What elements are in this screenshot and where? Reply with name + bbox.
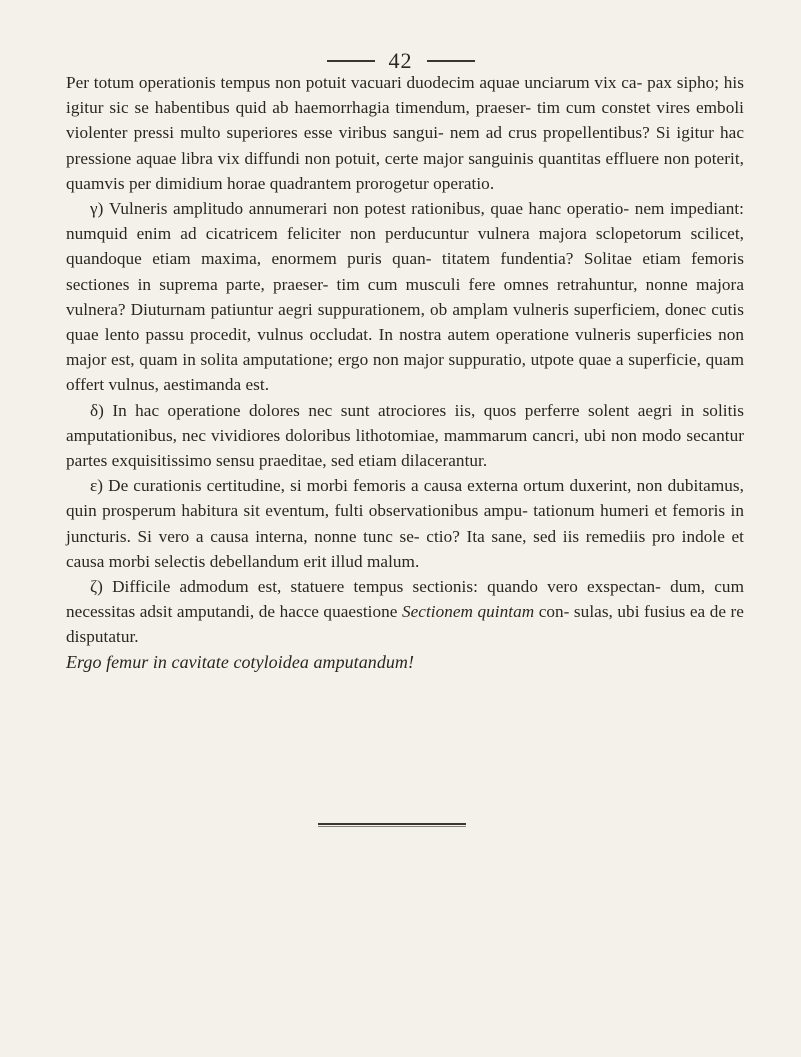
- paragraph-delta-text: In hac operatione dolores nec sunt atrociores iis, quos perferre solent aegri in solitis amputationibus, nec vividiores doloribus lithotomiae, mammarum cancri, ubi non modo secantur partes exquisitissimo sensu praeditae, sed etiam dilacerantur.: [66, 400, 744, 471]
- paragraph-intro-text: Per totum operationis tempus non potuit vacuari duodecim aquae unciarum vix ca- pax sipho; his igitur sic se habentibus quid ab haemorrhagia timendum, praeser- tim cum constet vires emboli violenter pressi multo superiores esse viribus sangui- nem ad crus propellentibus? Si igitur hac pressione aquae libra vix diffundi non potuit, certe major sanguinis quantitas effluere non poterit, quamvis per dimidium horae quadrantem prorogetur operatio.: [66, 73, 744, 193]
- section-reference: Sectionem quintam: [401, 602, 535, 622]
- paragraph-zeta: [66, 574, 744, 650]
- header-dash-left: [327, 60, 375, 62]
- paragraph-zeta-text-after: con- sulas, ubi fusius ea de re disputatur.: [66, 602, 744, 647]
- paragraph-intro: [66, 70, 744, 196]
- page-number: 42: [388, 48, 413, 73]
- paragraph-gamma-text: Vulneris amplitudo annumerari non potest rationibus, quae hanc operatio- nem impediant: numquid enim ad cicatricem feliciter non perducuntur vulnera majora sclopetorum scilicet, quandoque etiam maxima, enormem puris quan- titatem fundentia? Solitae etiam femoris sectiones in suprema parte, praeser- tim cum musculi fere omnes retrahuntur, nonne majora vulnera? Diuturnam patiuntur aegri suppurationem, ob amplam vulneris superficiem, donec cutis quae lento passu procedit, vulnus occludat. In nostra autem operatione vulneris superficies non major est, quam in solita amputatione; ergo non major suppuratio, utpote quae a superficie, quam offert vulnus, aestimanda est.: [66, 199, 744, 395]
- text-body: [66, 70, 744, 675]
- header-dash-right: [427, 60, 475, 62]
- paragraph-zeta-text-before: Difficile admodum est, statuere tempus sectionis: quando vero exspectan- dum, cum necessitas adsit amputandi, de hacce quaestione: [66, 577, 744, 622]
- label-delta: δ): [90, 400, 104, 420]
- paragraph-epsilon: [66, 473, 744, 574]
- label-zeta: ζ): [90, 577, 103, 597]
- conclusion: Ergo femur in cavitate cotyloidea amputandum!: [66, 651, 415, 672]
- label-gamma: γ): [90, 199, 104, 219]
- paragraph-delta: [66, 398, 744, 474]
- label-epsilon: ε): [90, 476, 104, 496]
- paragraph-epsilon-text: De curationis certitudine, si morbi femoris a causa externa ortum duxerint, non dubitamus, quin prosperum habitura sit eventum, fulti observationibus ampu- tationum humeri et femoris in juncturis. Si vero a causa interna, nonne tunc se- ctio? Ita sane, sed iis remediis pro indole et causa morbi selectis debellandum erit illud malum.: [66, 476, 744, 571]
- paragraph-gamma: [66, 196, 744, 398]
- bottom-rule: [318, 823, 466, 825]
